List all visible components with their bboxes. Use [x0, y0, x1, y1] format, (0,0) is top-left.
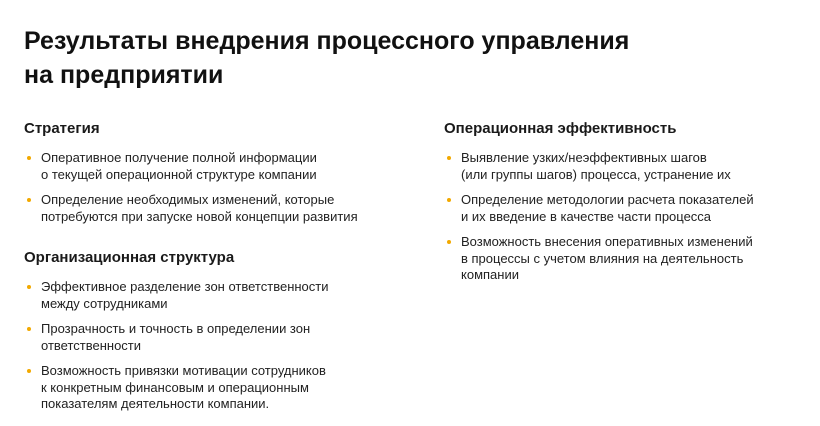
bullet-dot-icon [447, 156, 451, 160]
list-item [24, 279, 404, 312]
bullet-text: Прозрачность и точность в определении зон ответственности [41, 321, 311, 353]
bullet-text: Эффективное разделение зон ответственности между сотрудниками [41, 279, 329, 311]
strategy-list [24, 150, 404, 225]
bullet-dot-icon [447, 198, 451, 202]
bullet-text: Возможность внесения оперативных изменений в процессы с учетом влияния на деятельность компании [461, 234, 753, 282]
operational-efficiency-list [444, 150, 804, 284]
page-title: Результаты внедрения процессного управления на предприятии [24, 27, 630, 89]
bullet-text: Определение методологии расчета показателей и их введение в качестве части процесса [461, 192, 754, 224]
bullet-text: Оперативное получение полной информации о текущей операционной структуре компании [41, 150, 317, 182]
bullet-dot-icon [27, 156, 31, 160]
list-item [24, 192, 404, 225]
list-item [444, 150, 804, 183]
org-structure-list [24, 279, 404, 413]
bullet-text: Определение необходимых изменений, которые потребуются при запуске новой концепции развития [41, 192, 358, 224]
list-item [444, 234, 804, 284]
bullet-dot-icon [27, 369, 31, 373]
list-item [24, 150, 404, 183]
operational-efficiency-heading: Операционная эффективность [444, 120, 677, 137]
operational-efficiency-section [444, 119, 804, 284]
bullet-text: Возможность привязки мотивации сотрудников к конкретным финансовым и операционным показателям деятельности компании. [41, 363, 326, 411]
list-item [444, 192, 804, 225]
bullet-dot-icon [27, 285, 31, 289]
bullet-dot-icon [27, 198, 31, 202]
list-item [24, 363, 404, 413]
left-column [24, 119, 404, 413]
strategy-heading: Стратегия [24, 120, 100, 137]
strategy-section [24, 119, 404, 225]
org-structure-section [24, 248, 404, 413]
bullet-text: Выявление узких/неэффективных шагов (или группы шагов) процесса, устранение их [461, 150, 731, 182]
bullet-dot-icon [447, 240, 451, 244]
org-structure-heading: Организационная структура [24, 249, 235, 266]
bullet-dot-icon [27, 327, 31, 331]
list-item [24, 321, 404, 354]
right-column [444, 119, 804, 284]
